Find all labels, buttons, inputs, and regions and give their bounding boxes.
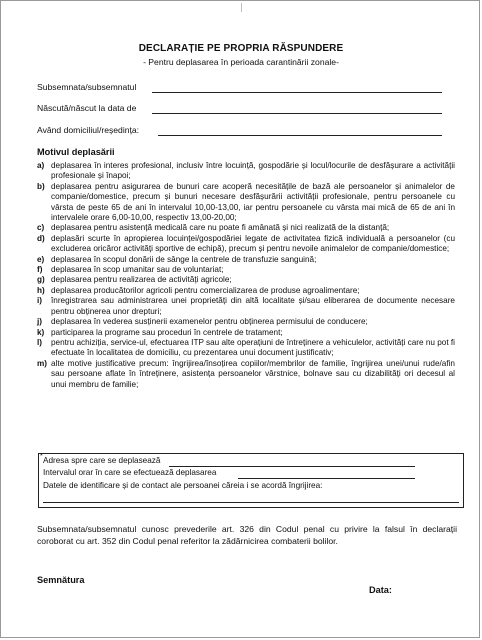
- identification-line[interactable]: [43, 502, 459, 503]
- destination-line[interactable]: [169, 466, 415, 467]
- reason-text: deplasarea în scopul donării de sânge la centrele de transfuzie sanguină;: [51, 254, 317, 264]
- reason-item: [37, 359, 455, 390]
- signature-label: Semnătura: [37, 575, 85, 585]
- reason-letter: h): [37, 285, 45, 295]
- interval-label: Intervalul orar în care se efectuează deplasarea: [43, 468, 217, 477]
- reason-item: [37, 286, 455, 296]
- reason-letter: d): [37, 233, 45, 243]
- reasons-list: [37, 161, 455, 390]
- reason-item: [37, 338, 455, 359]
- reason-letter: c): [37, 223, 45, 233]
- reason-text: pentru achiziția, service-ul, efectuarea ITP sau alte operațiuni de întreținere a vehiculelor, activități care nu pot fi efectuate în localitatea de domiciliu, cu prezentarea unui document justificativ;: [51, 337, 455, 358]
- reason-item: [37, 317, 455, 327]
- reason-text: participarea la programe sau proceduri în centrele de tratament;: [51, 327, 283, 337]
- reason-item: [37, 161, 455, 182]
- page-marker-line: [241, 3, 242, 12]
- reason-text: deplasarea pentru realizarea de activități agricole;: [51, 275, 232, 285]
- reason-item: [37, 265, 455, 275]
- reason-text: deplasarea în scop umanitar sau de voluntariat;: [51, 265, 224, 275]
- birth-field-line[interactable]: [152, 113, 442, 114]
- reason-letter: k): [37, 327, 45, 337]
- asterisk-mark: *: [40, 453, 43, 460]
- destination-label: Adresa spre care se deplasează: [43, 456, 161, 465]
- interval-line[interactable]: [238, 478, 415, 479]
- reason-item: [37, 223, 455, 233]
- reason-item: [37, 255, 455, 265]
- date-label: Data:: [369, 585, 392, 595]
- reason-item: [37, 296, 455, 317]
- reason-text: deplasarea producătorilor agricoli pentru comercializarea de produse agroalimentare;: [51, 285, 360, 295]
- reason-letter: l): [37, 337, 43, 347]
- name-field-line[interactable]: [152, 92, 442, 93]
- reason-letter: a): [37, 161, 45, 170]
- reason-item: [37, 182, 455, 224]
- caregiving-box: [38, 453, 464, 508]
- reason-letter: f): [37, 265, 43, 275]
- reason-letter: e): [37, 254, 45, 264]
- reason-text: deplasarea pentru asigurarea de bunuri care acoperă necesitățile de bază ale persoanelor și animalelor de companie/domestice, precum și bunuri necesare desfășurării activității profesionale, pentru persoanele cu vârsta de peste 65 de ani în intervalul 10,00-13,00, iar pentru persoanele cu vârsta mai mică de 65 de ani în intervalele orare 6,00-10,00, respectiv 13,00-20,00;: [51, 181, 455, 223]
- reason-text: înregistrarea sau administrarea unei proprietăți din altă localitate și/sau eliberarea de documente necesare pentru obținerea unor drepturi;: [51, 296, 455, 316]
- reason-text: alte motive justificative precum: îngrijirea/însoțirea copiilor/membrilor de familie, îngrijirea unei/unui rude/afin sau persoane aflate în întreținere, asistența persoanelor vârstnice, bolnave sau cu dizabilități ori decesul al unui membru de familie;: [51, 358, 455, 389]
- reason-text: deplasări scurte în apropierea locuinței/gospodăriei legate de activitatea fizică individuală a persoanelor (cu excluderea oricăror activități sportive de echipă), precum și pentru nevoile animalelor de companie/domestice;: [51, 233, 455, 254]
- document-subtitle: - Pentru deplasarea în perioada carantinării zonale-: [143, 57, 339, 67]
- reason-letter: m): [37, 358, 48, 368]
- name-field-label: Subsemnata/subsemnatul: [37, 82, 137, 92]
- address-field-line[interactable]: [158, 135, 442, 136]
- birth-field-label: Născută/născut la data de: [37, 103, 137, 113]
- legal-statement: Subsemnata/subsemnatul cunosc prevederile art. 326 din Codul penal cu privire la falsul în declarații coroborat cu art. 352 din Codul penal referitor la zădărnicirea combaterii bolilor.: [37, 524, 457, 546]
- reason-item: [37, 234, 455, 255]
- reason-item: [37, 275, 455, 285]
- reason-text: deplasarea în vederea susținerii examenelor pentru obținerea permisului de conducere;: [51, 317, 368, 327]
- reason-text: deplasarea pentru asistență medicală care nu poate fi amânată și nici realizată de la distanță;: [51, 223, 390, 233]
- reason-letter: j): [37, 317, 43, 327]
- address-field-label: Având domiciliul/reședința:: [37, 125, 140, 135]
- reason-letter: i): [37, 296, 43, 306]
- reason-item: [37, 328, 455, 338]
- reason-letter: b): [37, 181, 45, 191]
- reason-text: deplasarea în interes profesional, inclusiv între locuință, gospodărie și locul/locurile de desfășurare a activității profesionale și înapoi;: [51, 161, 455, 181]
- document-title: DECLARAȚIE PE PROPRIA RĂSPUNDERE: [138, 43, 344, 54]
- reason-letter: g): [37, 275, 45, 285]
- section-heading: Motivul deplasării: [37, 147, 115, 157]
- identification-label: Datele de identificare și de contact ale persoanei căreia i se acordă îngrijirea:: [43, 481, 323, 490]
